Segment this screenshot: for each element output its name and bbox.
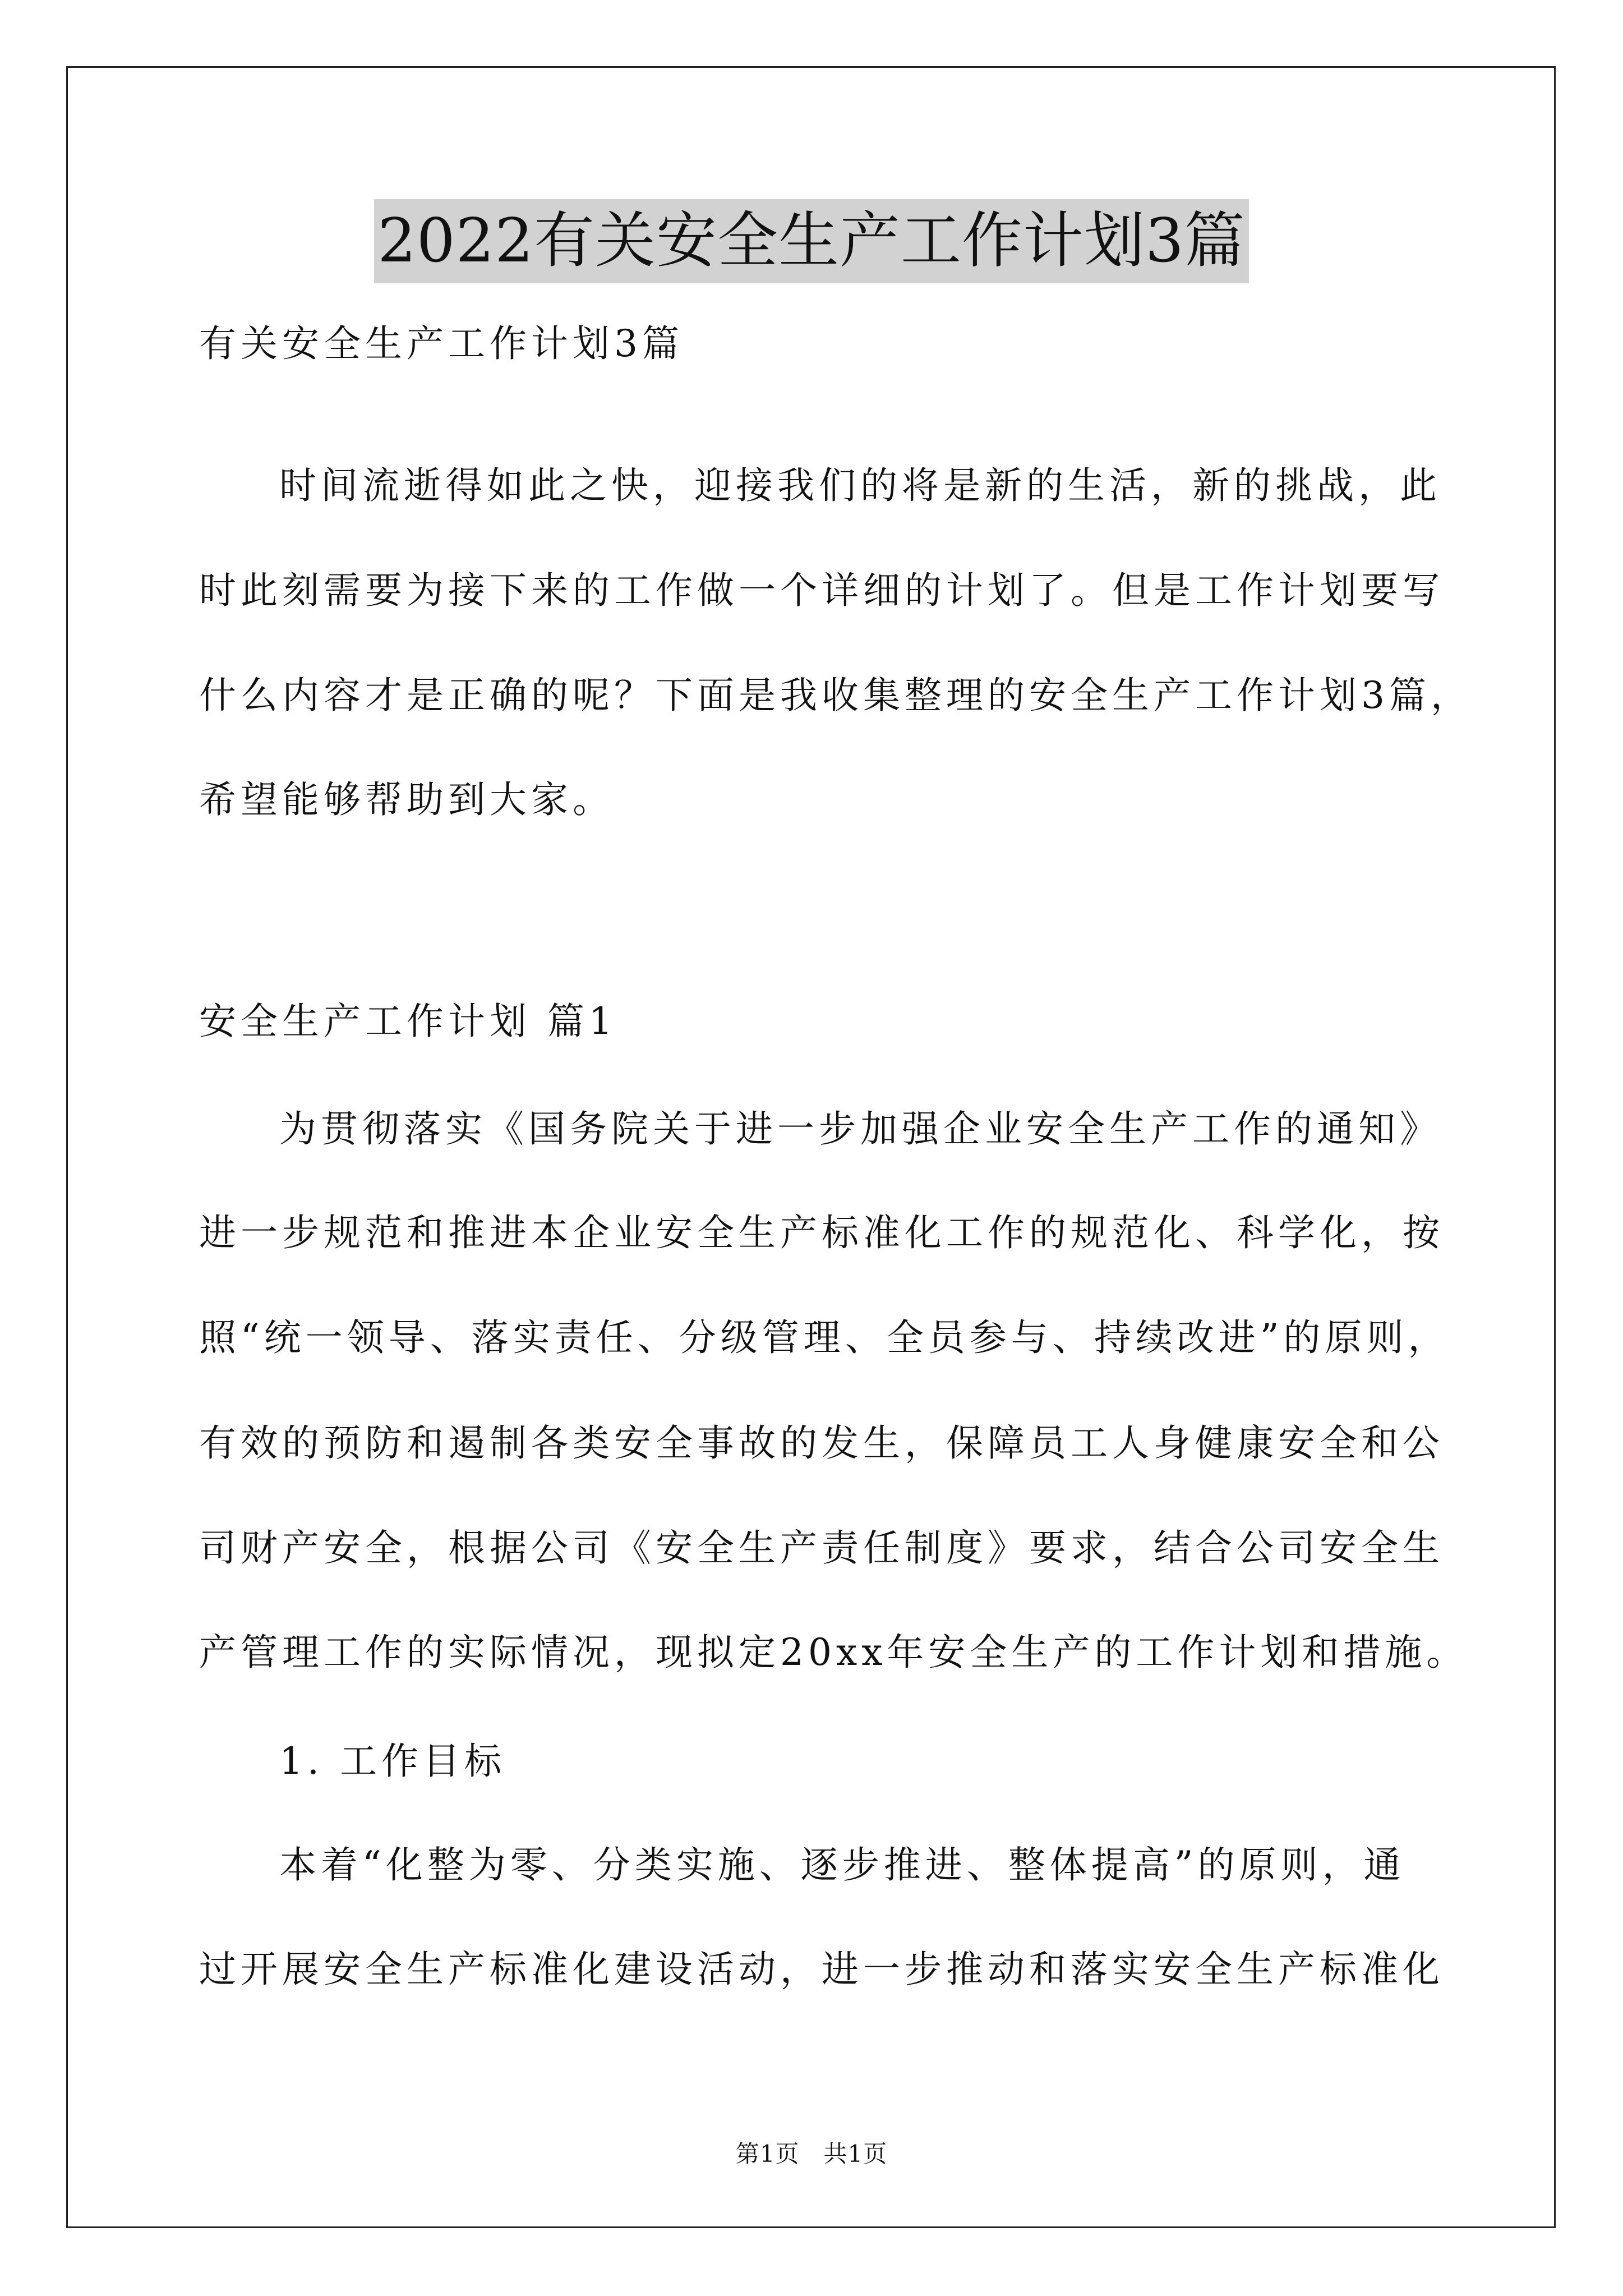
paragraph-line: 希望能够帮助到大家。	[199, 778, 614, 821]
section-heading: 安全生产工作计划 篇1	[199, 1000, 617, 1043]
page-footer: 第1页 共1页	[735, 2140, 888, 2168]
paragraph-line: 本着“化整为零、分类实施、逐步推进、整体提高”的原则，通	[279, 1843, 1405, 1887]
document-title: 2022有关安全生产工作计划3篇	[374, 199, 1249, 283]
subtitle-line: 有关安全生产工作计划3篇	[199, 322, 684, 365]
paragraph-line: 时此刻需要为接下来的工作做一个详细的计划了。但是工作计划要写	[199, 569, 1444, 612]
paragraph-line: 什么内容才是正确的呢？下面是我收集整理的安全生产工作计划3篇，	[199, 674, 1472, 717]
paragraph-line: 为贯彻落实《国务院关于进一步加强企业安全生产工作的通知》	[279, 1107, 1441, 1151]
paragraph-line: 时间流逝得如此之快，迎接我们的将是新的生活，新的挑战，此	[279, 464, 1441, 507]
subsection-heading: 1. 工作目标	[279, 1740, 506, 1783]
paragraph-line: 司财产安全，根据公司《安全生产责任制度》要求，结合公司安全生	[199, 1526, 1444, 1570]
paragraph-line: 产管理工作的实际情况，现拟定20xx年安全生产的工作计划和措施。	[199, 1631, 1468, 1674]
paragraph-line: 过开展安全生产标准化建设活动，进一步推动和落实安全生产标准化	[199, 1948, 1444, 1991]
title-container	[0, 199, 1623, 283]
paragraph-line: 有效的预防和遏制各类安全事故的发生，保障员工人身健康安全和公	[199, 1421, 1444, 1465]
paragraph-line: 照“统一领导、落实责任、分级管理、全员参与、持续改进”的原则，	[199, 1316, 1450, 1359]
paragraph-line: 进一步规范和推进本企业安全生产标准化工作的规范化、科学化，按	[199, 1211, 1444, 1254]
